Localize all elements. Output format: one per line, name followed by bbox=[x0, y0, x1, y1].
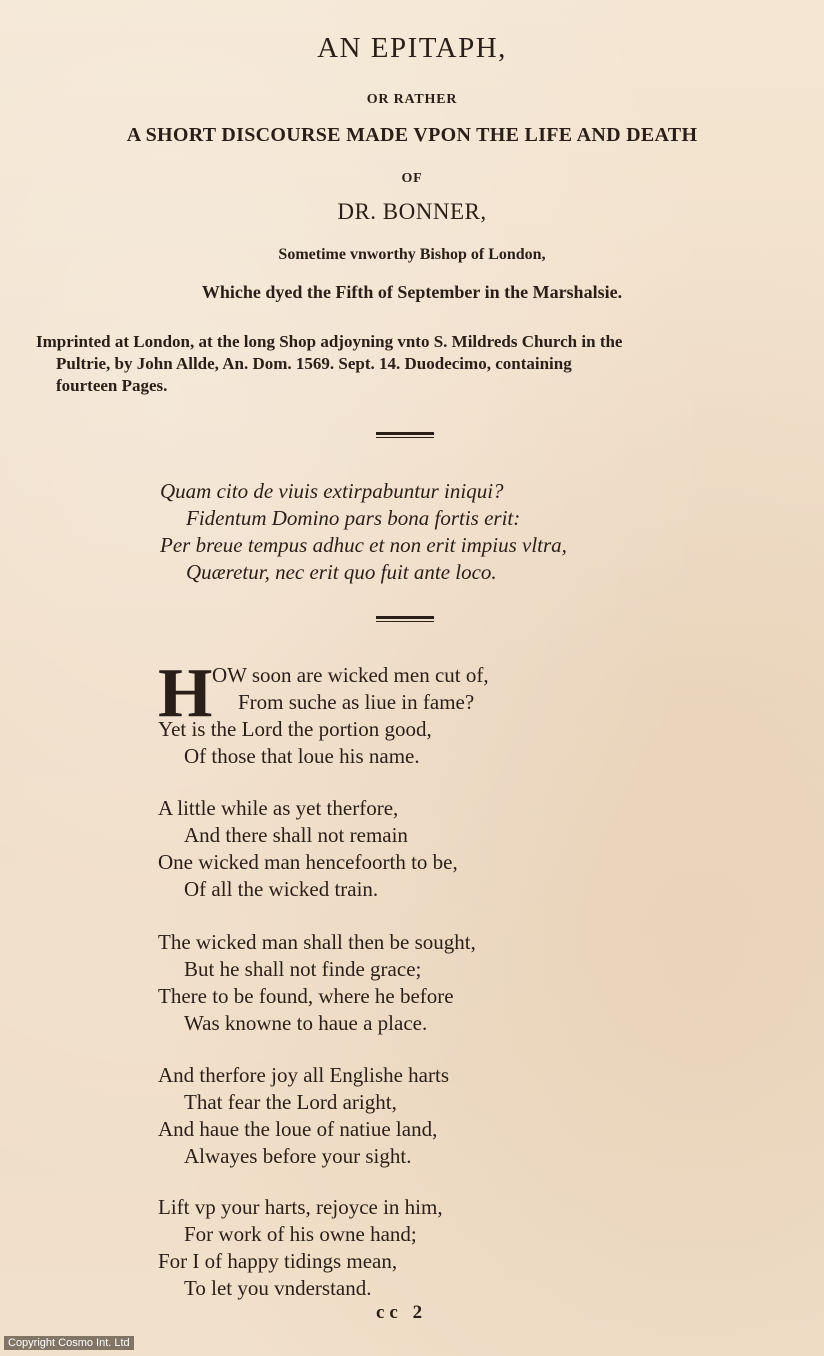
poem-line: Yet is the Lord the portion good, bbox=[158, 717, 432, 741]
poem-line: For I of happy tidings mean, bbox=[158, 1249, 398, 1273]
signature-mark: cc 2 bbox=[376, 1302, 428, 1323]
imprint-line-2: Pultrie, by John Allde, An. Dom. 1569. Sept. 14. Duodecimo, containing bbox=[56, 354, 572, 373]
poem-line: Of those that loue his name. bbox=[184, 744, 420, 768]
poem-line: But he shall not finde grace; bbox=[184, 957, 422, 981]
page-subtitle: A SHORT DISCOURSE MADE VPON THE LIFE AND DEATH bbox=[126, 124, 698, 146]
poem-line: That fear the Lord aright, bbox=[184, 1090, 397, 1114]
poem-line: Lift vp your harts, rejoyce in him, bbox=[158, 1195, 443, 1219]
poem-line: There to be found, where he before bbox=[158, 984, 454, 1008]
subject-name: DR. BONNER, bbox=[337, 199, 487, 224]
of-line: OF bbox=[401, 171, 423, 186]
page-title: AN EPITAPH, bbox=[317, 32, 507, 64]
section-divider-top bbox=[376, 432, 434, 440]
or-rather-line: OR RATHER bbox=[366, 92, 458, 107]
poem-line: And haue the loue of natiue land, bbox=[158, 1117, 438, 1141]
latin-verse-line-3: Per breue tempus adhuc et non erit impius vltra, bbox=[160, 533, 567, 557]
poem-line: OW soon are wicked men cut of, bbox=[212, 663, 489, 687]
poem-line: One wicked man hencefoorth to be, bbox=[158, 850, 458, 874]
poem-line: Was knowne to haue a place. bbox=[184, 1011, 428, 1035]
poem-line: From suche as liue in fame? bbox=[238, 690, 475, 714]
latin-verse-line-2: Fidentum Domino pars bona fortis erit: bbox=[186, 506, 521, 530]
imprint-line-1: Imprinted at London, at the long Shop adjoyning vnto S. Mildreds Church in the bbox=[36, 332, 623, 351]
poem-line: The wicked man shall then be sought, bbox=[158, 930, 476, 954]
poem-line: A little while as yet therfore, bbox=[158, 796, 399, 820]
subject-description: Sometime vnworthy Bishop of London, bbox=[278, 246, 546, 263]
section-divider-bottom bbox=[376, 616, 434, 624]
drop-cap: H bbox=[158, 655, 213, 732]
imprint-line-3: fourteen Pages. bbox=[56, 376, 168, 395]
poem-line: For work of his owne hand; bbox=[184, 1222, 417, 1246]
copyright-watermark: Copyright Cosmo Int. Ltd bbox=[4, 1336, 134, 1350]
poem-line: And there shall not remain bbox=[184, 823, 408, 847]
death-note: Whiche dyed the Fifth of September in the Marshalsie. bbox=[201, 282, 623, 302]
poem-line: Of all the wicked train. bbox=[184, 877, 379, 901]
imprint-paragraph bbox=[36, 331, 780, 397]
latin-verse-line-4: Quæretur, nec erit quo fuit ante loco. bbox=[186, 560, 497, 584]
poem-line: Alwayes before your sight. bbox=[184, 1144, 412, 1168]
latin-verse-line-1: Quam cito de viuis extirpabuntur iniqui? bbox=[160, 479, 504, 503]
poem-line: And therfore joy all Englishe harts bbox=[158, 1063, 450, 1087]
poem-line: To let you vnderstand. bbox=[184, 1276, 372, 1300]
